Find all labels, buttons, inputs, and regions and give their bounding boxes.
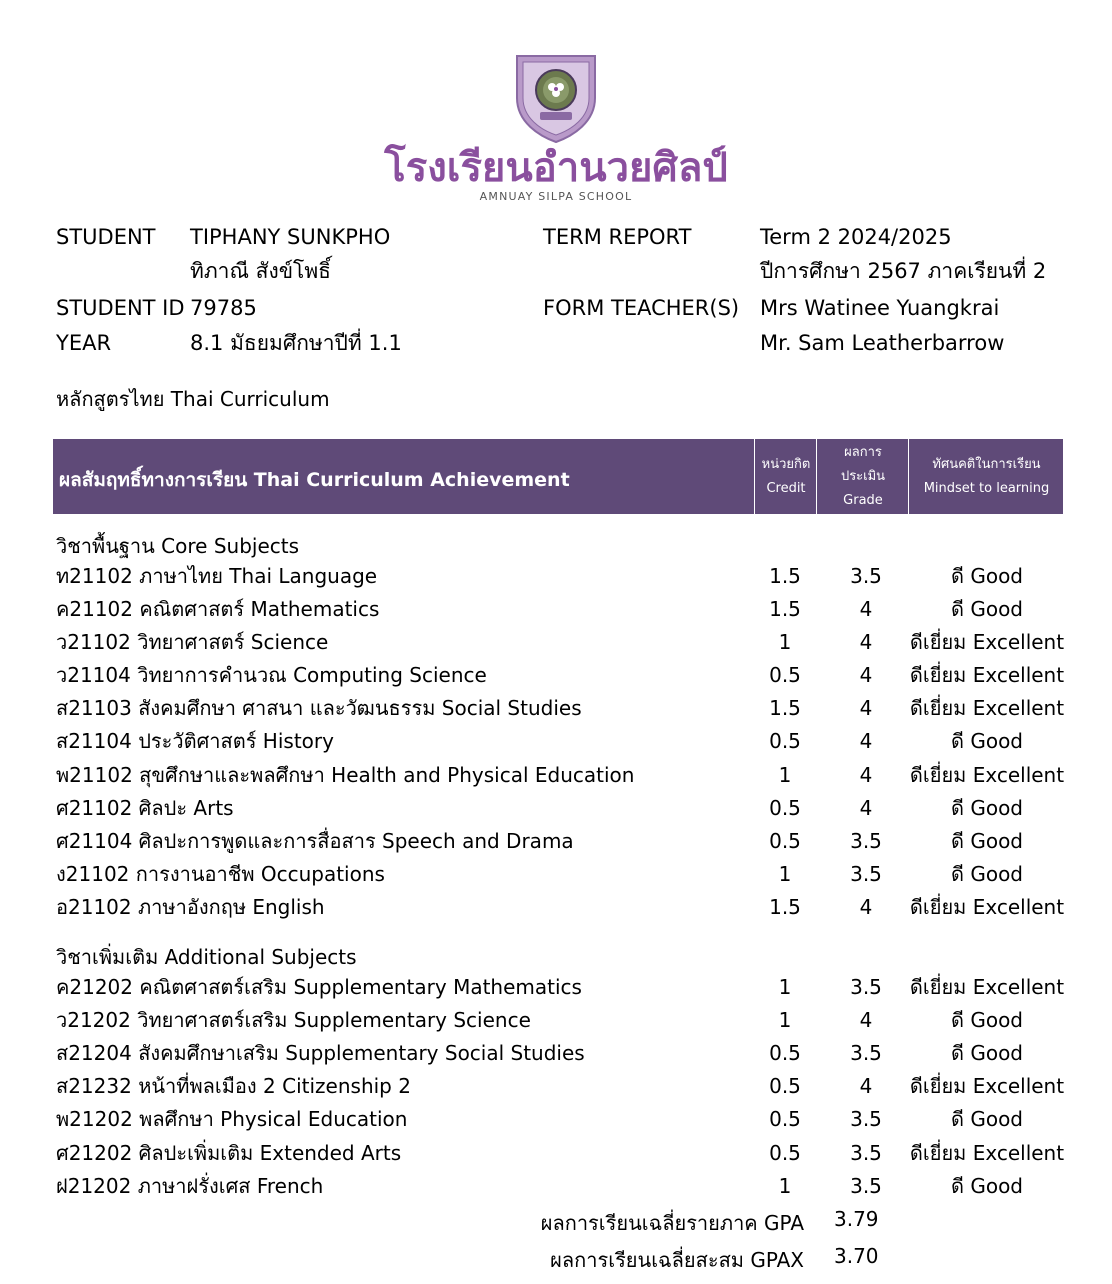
subject-name: ว21104 วิทยาการคำนวณ Computing Science bbox=[56, 663, 487, 687]
table-row bbox=[56, 725, 1066, 758]
table-header bbox=[53, 439, 1063, 514]
subject-grade: 4 bbox=[859, 663, 873, 687]
subject-mindset: ดีเยี่ยม Excellent bbox=[909, 895, 1065, 919]
subject-credit: 0.5 bbox=[769, 1141, 801, 1165]
subject-name: ศ21202 ศิลปะเพิ่มเติม Extended Arts bbox=[56, 1141, 402, 1165]
table-row bbox=[56, 825, 1066, 858]
gpa-term-row bbox=[0, 1207, 1112, 1235]
school-name-thai: โรงเรียนอำนวยศิลป์ bbox=[384, 144, 728, 191]
subject-credit: 1.5 bbox=[769, 895, 801, 919]
school-header bbox=[0, 52, 1112, 203]
table-row bbox=[56, 626, 1066, 659]
subject-credit: 1.5 bbox=[769, 597, 801, 621]
subject-credit: 0.5 bbox=[769, 729, 801, 753]
subject-name: ส21104 ประวัติศาสตร์ History bbox=[56, 729, 334, 753]
subject-name: ส21204 สังคมศึกษาเสริม Supplementary Social Studies bbox=[56, 1041, 585, 1065]
subject-name: อ21102 ภาษาอังกฤษ English bbox=[56, 895, 325, 919]
credit-column-header bbox=[754, 439, 817, 514]
subject-mindset: ดีเยี่ยม Excellent bbox=[909, 763, 1065, 787]
mindset-header-en: Mindset to learning bbox=[923, 480, 1050, 496]
subject-name: ส21103 สังคมศึกษา ศาสนา และวัฒนธรรม Social Studies bbox=[56, 696, 582, 720]
mindset-column-header bbox=[908, 439, 1064, 514]
subject-name: พ21202 พลศึกษา Physical Education bbox=[56, 1107, 408, 1131]
subject-name: ท21102 ภาษาไทย Thai Language bbox=[56, 564, 378, 588]
term-en: Term 2 2024/2025 bbox=[760, 225, 952, 249]
student-name-th: ทิภาณี สังข์โพธิ์ bbox=[190, 259, 332, 283]
table-row bbox=[56, 971, 1066, 1004]
gpa-term-label: ผลการเรียนเฉลี่ยรายภาค GPA bbox=[540, 1211, 804, 1235]
subject-name: ว21102 วิทยาศาสตร์ Science bbox=[56, 630, 329, 654]
table-row bbox=[56, 1170, 1066, 1203]
table-row bbox=[56, 593, 1066, 626]
subject-grade: 3.5 bbox=[850, 829, 882, 853]
curriculum-title: หลักสูตรไทย Thai Curriculum bbox=[56, 387, 330, 411]
student-name-en: TIPHANY SUNKPHO bbox=[190, 225, 391, 249]
subject-credit: 1 bbox=[778, 1008, 792, 1032]
subject-credit: 0.5 bbox=[769, 1041, 801, 1065]
table-row bbox=[56, 560, 1066, 593]
subject-mindset: ดีเยี่ยม Excellent bbox=[909, 1074, 1065, 1098]
subject-grade: 4 bbox=[859, 895, 873, 919]
subject-name: ศ21102 ศิลปะ Arts bbox=[56, 796, 234, 820]
subject-name: ฝ21202 ภาษาฝรั่งเศส French bbox=[56, 1174, 324, 1198]
subject-credit: 0.5 bbox=[769, 829, 801, 853]
subject-grade: 4 bbox=[859, 1008, 873, 1032]
grade-header-th-2: ประเมิน bbox=[840, 468, 886, 484]
subject-name: ง21102 การงานอาชีพ Occupations bbox=[56, 862, 385, 886]
subject-grade: 4 bbox=[859, 696, 873, 720]
subject-credit: 0.5 bbox=[769, 1074, 801, 1098]
form-teacher-2: Mr. Sam Leatherbarrow bbox=[760, 331, 1005, 355]
subject-mindset: ดี Good bbox=[950, 1174, 1023, 1198]
subject-mindset: ดี Good bbox=[950, 1107, 1023, 1131]
table-row bbox=[56, 1004, 1066, 1037]
table-row bbox=[56, 692, 1066, 725]
subject-credit: 0.5 bbox=[769, 1107, 801, 1131]
subject-grade: 4 bbox=[859, 763, 873, 787]
subject-mindset: ดีเยี่ยม Excellent bbox=[909, 630, 1065, 654]
subject-name: ว21202 วิทยาศาสตร์เสริม Supplementary Science bbox=[56, 1008, 531, 1032]
term-report-label: TERM REPORT bbox=[543, 225, 692, 249]
subject-credit: 0.5 bbox=[769, 796, 801, 820]
subject-grade: 4 bbox=[859, 729, 873, 753]
subject-credit: 1 bbox=[778, 975, 792, 999]
school-name-english: AMNUAY SILPA SCHOOL bbox=[479, 190, 633, 203]
subject-name: ศ21104 ศิลปะการพูดและการสื่อสาร Speech and Drama bbox=[56, 829, 574, 853]
subject-grade: 3.5 bbox=[850, 1141, 882, 1165]
subject-mindset: ดี Good bbox=[950, 829, 1023, 853]
table-row bbox=[56, 1137, 1066, 1170]
subject-grade: 3.5 bbox=[850, 975, 882, 999]
student-label: STUDENT bbox=[56, 225, 156, 249]
subject-grade: 4 bbox=[859, 597, 873, 621]
subject-credit: 0.5 bbox=[769, 663, 801, 687]
subject-mindset: ดี Good bbox=[950, 1008, 1023, 1032]
subject-grade: 4 bbox=[859, 1074, 873, 1098]
subject-mindset: ดี Good bbox=[950, 862, 1023, 886]
subject-name: พ21102 สุขศึกษาและพลศึกษา Health and Physical Education bbox=[56, 763, 635, 787]
subject-grade: 4 bbox=[859, 796, 873, 820]
subject-credit: 1.5 bbox=[769, 564, 801, 588]
credit-header-th: หน่วยกิต bbox=[761, 456, 811, 472]
student-id: 79785 bbox=[190, 296, 257, 320]
subject-mindset: ดีเยี่ยม Excellent bbox=[909, 696, 1065, 720]
grade-column-header bbox=[816, 439, 909, 514]
school-crest-icon bbox=[513, 52, 599, 144]
table-row bbox=[56, 759, 1066, 792]
table-title: ผลสัมฤทธิ์ทางการเรียน Thai Curriculum Achievement bbox=[59, 469, 570, 491]
subject-name: ค21102 คณิตศาสตร์ Mathematics bbox=[56, 597, 380, 621]
year-label: YEAR bbox=[56, 331, 112, 355]
subject-grade: 3.5 bbox=[850, 1174, 882, 1198]
subject-credit: 1 bbox=[778, 1174, 792, 1198]
subject-grade: 3.5 bbox=[850, 564, 882, 588]
subject-name: ส21232 หน้าที่พลเมือง 2 Citizenship 2 bbox=[56, 1074, 411, 1098]
subject-credit: 1 bbox=[778, 630, 792, 654]
subject-credit: 1 bbox=[778, 763, 792, 787]
subject-mindset: ดี Good bbox=[950, 597, 1023, 621]
mindset-header-th: ทัศนคติในการเรียน bbox=[932, 456, 1041, 472]
subject-name: ค21202 คณิตศาสตร์เสริม Supplementary Mathematics bbox=[56, 975, 582, 999]
subject-mindset: ดี Good bbox=[950, 1041, 1023, 1065]
table-row bbox=[56, 1103, 1066, 1136]
subject-grade: 3.5 bbox=[850, 862, 882, 886]
additional-subjects-title: วิชาเพิ่มเติม Additional Subjects bbox=[56, 945, 357, 969]
table-row bbox=[56, 858, 1066, 891]
table-row bbox=[56, 1070, 1066, 1103]
table-row bbox=[56, 659, 1066, 692]
year-value: 8.1 มัธยมศึกษาปีที่ 1.1 bbox=[190, 331, 402, 355]
table-row bbox=[56, 792, 1066, 825]
subject-mindset: ดีเยี่ยม Excellent bbox=[909, 663, 1065, 687]
subject-credit: 1 bbox=[778, 862, 792, 886]
student-id-label: STUDENT ID bbox=[56, 296, 185, 320]
subject-grade: 4 bbox=[859, 630, 873, 654]
form-teacher-label: FORM TEACHER(S) bbox=[543, 296, 740, 320]
subject-mindset: ดี Good bbox=[950, 729, 1023, 753]
subject-mindset: ดีเยี่ยม Excellent bbox=[909, 975, 1065, 999]
credit-header-en: Credit bbox=[766, 480, 806, 496]
gpax-row bbox=[0, 1244, 1112, 1272]
gpax-label: ผลการเรียนเฉลี่ยสะสม GPAX bbox=[550, 1248, 804, 1272]
table-row bbox=[56, 1037, 1066, 1070]
subject-grade: 3.5 bbox=[850, 1041, 882, 1065]
grade-header-en: Grade bbox=[843, 492, 883, 508]
subject-mindset: ดี Good bbox=[950, 564, 1023, 588]
term-th: ปีการศึกษา 2567 ภาคเรียนที่ 2 bbox=[760, 259, 1047, 283]
gpax-value: 3.70 bbox=[834, 1244, 879, 1268]
gpa-term-value: 3.79 bbox=[834, 1207, 879, 1231]
core-subjects-title: วิชาพื้นฐาน Core Subjects bbox=[56, 534, 300, 558]
subject-mindset: ดี Good bbox=[950, 796, 1023, 820]
table-row bbox=[56, 891, 1066, 924]
subject-mindset: ดีเยี่ยม Excellent bbox=[909, 1141, 1065, 1165]
form-teacher-1: Mrs Watinee Yuangkrai bbox=[760, 296, 1000, 320]
grade-header-th-1: ผลการ bbox=[844, 444, 882, 460]
subject-credit: 1.5 bbox=[769, 696, 801, 720]
subject-grade: 3.5 bbox=[850, 1107, 882, 1131]
